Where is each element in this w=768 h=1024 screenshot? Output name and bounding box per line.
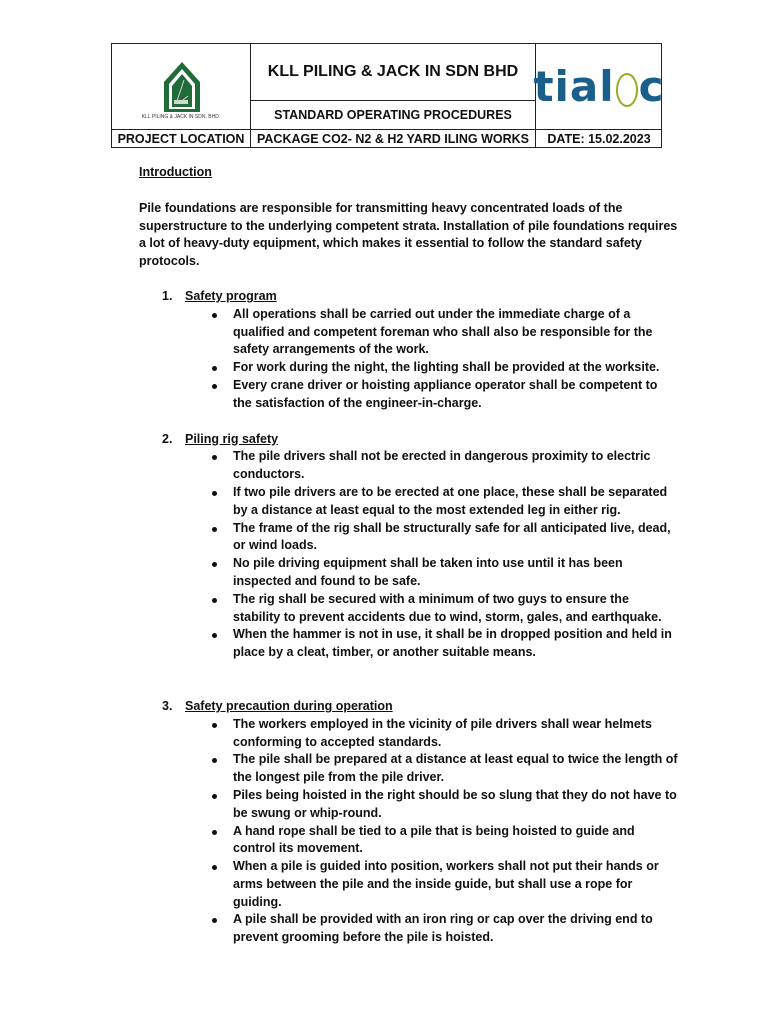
list-item-text: All operations shall be carried out under the immediate charge of a qualified and competent foreman who shall also be responsible for the safety arrangements of the work.	[233, 306, 653, 357]
leaf-icon	[616, 73, 638, 107]
section-title: Safety program	[185, 288, 277, 303]
list-item	[139, 359, 679, 377]
bullet-icon	[212, 723, 217, 728]
list-item	[139, 448, 679, 484]
list-item	[139, 306, 679, 359]
bullet-icon	[212, 384, 217, 389]
list-item-text: The frame of the rig shall be structurally safe for all anticipated live, dead, or wind loads.	[233, 520, 671, 553]
logo-caption: KLL PILING & JACK IN SDN. BHD.	[141, 114, 221, 120]
list-item-text: The pile shall be prepared at a distance at least equal to twice the length of the longest pile from the pile driver.	[233, 752, 678, 785]
list-item-text: A hand rope shall be tied to a pile that is being hoisted to guide and control its movement.	[233, 823, 635, 856]
bullet-list	[139, 716, 679, 947]
list-item-text: The pile drivers shall not be erected in dangerous proximity to electric conductors.	[233, 449, 651, 482]
list-item-text: The rig shall be secured with a minimum of two guys to ensure the stability to prevent accidents due to wind, storm, gales, and earthquake.	[233, 591, 662, 624]
bullet-icon	[212, 830, 217, 835]
list-item	[139, 484, 679, 520]
list-item-text: A pile shall be provided with an iron ring or cap over the driving end to prevent grooming before the pile is hoisted.	[233, 912, 653, 945]
section-heading	[139, 698, 679, 716]
bullet-icon	[212, 633, 217, 638]
list-item	[139, 751, 679, 787]
list-item-text: Every crane driver or hoisting appliance operator shall be competent to the satisfaction of the engineer-in-charge.	[233, 377, 658, 410]
list-item	[139, 520, 679, 556]
section-safety-precaution	[139, 698, 679, 947]
bullet-icon	[212, 562, 217, 567]
bullet-icon	[212, 366, 217, 371]
section-number: 3.	[162, 698, 173, 713]
list-item	[139, 858, 679, 911]
bullet-icon	[212, 865, 217, 870]
list-item-text: The workers employed in the vicinity of pile drivers shall wear helmets conforming to accepted standards.	[233, 716, 652, 749]
package-label: PACKAGE CO2- N2 & H2 YARD ILING WORKS	[256, 132, 530, 146]
list-item-text: If two pile drivers are to be erected at one place, these shall be separated by a distance at least equal to the most extended leg in either rig.	[233, 484, 668, 517]
list-item	[139, 823, 679, 859]
project-location-label: PROJECT LOCATION	[117, 132, 245, 146]
section-title: Safety precaution during operation	[185, 698, 393, 713]
document-type: STANDARD OPERATING PROCEDURES	[274, 108, 512, 122]
bullet-icon	[212, 794, 217, 799]
list-item	[139, 591, 679, 627]
list-item	[139, 787, 679, 823]
list-item	[139, 911, 679, 947]
section-number: 2.	[162, 431, 173, 446]
bullet-list	[139, 306, 679, 413]
list-item-text: No pile driving equipment shall be taken into use until it has been inspected and found to be safe.	[233, 556, 623, 588]
list-item-text: When a pile is guided into position, workers shall not put their hands or arms between the pile and the inside guide, but shall use a rope for guiding.	[233, 859, 659, 909]
list-item-text: For work during the night, the lighting shall be provided at the worksite.	[233, 360, 660, 375]
list-item-text: When the hammer is not in use, it shall be in dropped position and held in place by a cleat, timber, or another suitable means.	[233, 627, 672, 660]
tialoc-logo	[533, 62, 664, 111]
list-item	[139, 716, 679, 752]
bullet-icon	[212, 455, 217, 460]
document-body	[139, 164, 679, 947]
company-name: KLL PILING & JACK IN SDN BHD	[267, 63, 519, 80]
list-item	[139, 555, 679, 591]
document-header	[111, 43, 665, 148]
bullet-icon	[212, 491, 217, 496]
bullet-icon	[212, 918, 217, 923]
section-heading	[139, 431, 679, 449]
introduction-body: Pile foundations are responsible for transmitting heavy concentrated loads of the superstructure to the underlying competent strata. Installation of pile foundations requires a lot of heavy-duty equipment, which makes it essential to follow the standard safety protocols.	[139, 200, 678, 269]
bullet-list	[139, 448, 679, 662]
list-item	[139, 377, 679, 413]
list-item	[139, 626, 679, 662]
tialoc-text-a: tial	[533, 62, 615, 111]
section-heading	[139, 288, 679, 306]
client-logo	[533, 44, 665, 129]
company-logo	[112, 44, 250, 129]
bullet-icon	[212, 598, 217, 603]
list-item-text: Piles being hoisted in the right should be so slung that they do not have to be swung or whip-round.	[233, 787, 677, 820]
bullet-icon	[212, 313, 217, 318]
bullet-icon	[212, 758, 217, 763]
introduction-title: Introduction	[139, 165, 212, 179]
date-label: DATE: 15.02.2023	[547, 132, 651, 146]
tialoc-text-b: c	[638, 62, 665, 111]
section-safety-program	[139, 288, 679, 413]
section-title: Piling rig safety	[185, 431, 279, 446]
bullet-icon	[212, 527, 217, 532]
section-number: 1.	[162, 288, 173, 303]
section-piling-rig-safety	[139, 431, 679, 662]
